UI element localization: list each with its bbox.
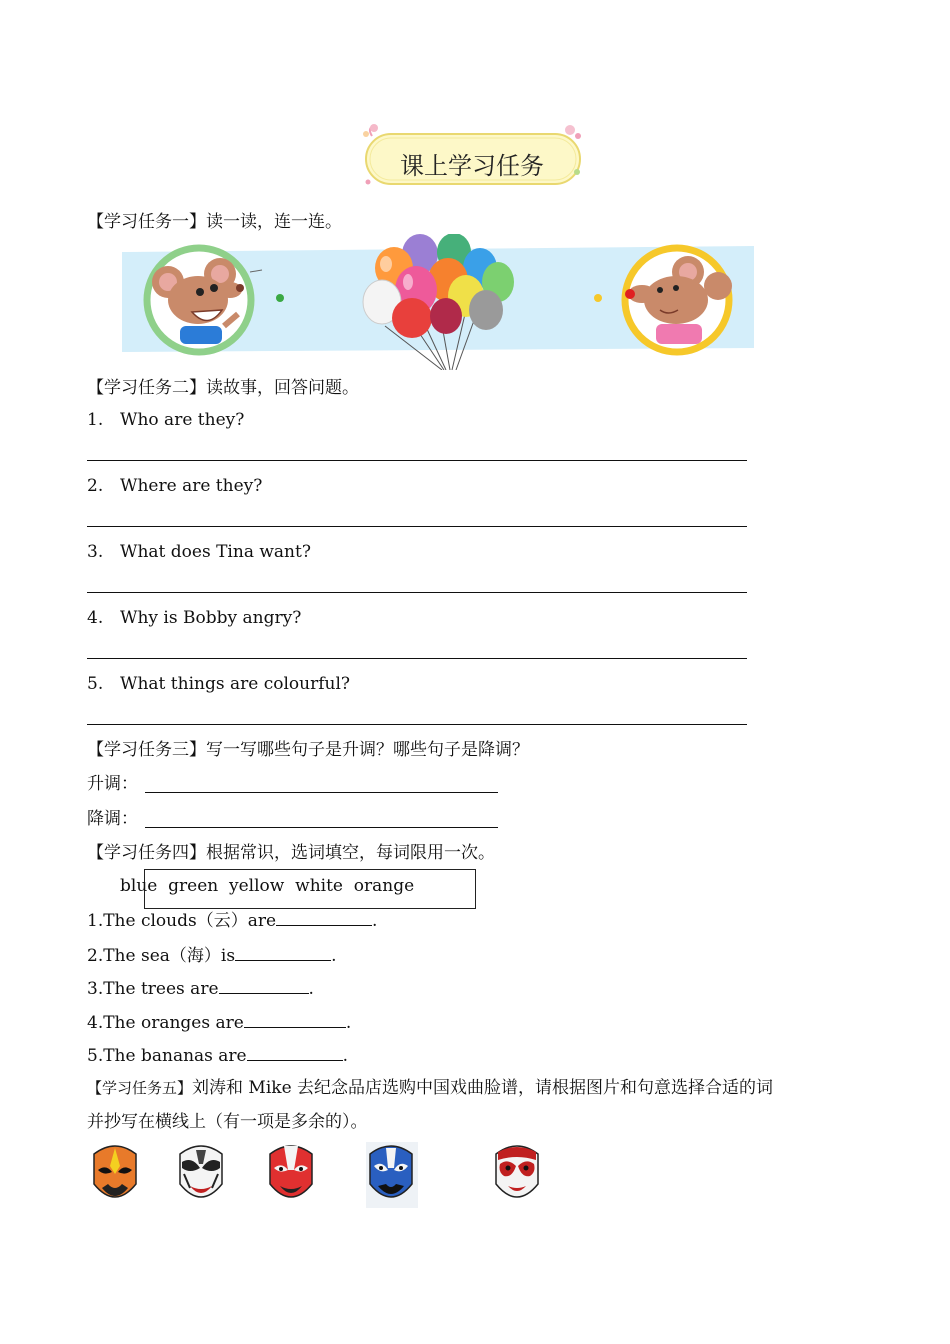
fill-item <box>87 909 377 932</box>
fill-item <box>87 1044 348 1067</box>
task3-label: 【学习任务三】写一写哪些句子是升调？哪些句子是降调？ <box>87 740 529 760</box>
mouse-tina-image <box>625 248 732 352</box>
fill-item <box>87 977 314 1000</box>
fill-blank[interactable] <box>235 944 331 961</box>
task5-line1 <box>87 1077 773 1099</box>
question-text: Where are they? <box>120 476 263 496</box>
question-text: What things are colourful? <box>120 674 350 694</box>
opera-mask-orange-image <box>94 1146 136 1197</box>
opera-mask-white-image <box>180 1146 222 1197</box>
opera-masks-row <box>86 1140 556 1212</box>
task5-instruction: 刘涛和 Mike 去纪念品店选购中国戏曲脸谱，请根据图片和句意选择合适的词 <box>192 1078 774 1098</box>
match-dot-left <box>276 294 284 302</box>
fill-item <box>87 1011 351 1034</box>
fill-item-suffix: . <box>308 979 314 999</box>
title-banner <box>352 122 592 192</box>
opera-mask-red-image <box>270 1146 312 1197</box>
falling-tone-line[interactable] <box>145 827 498 828</box>
question-number: 1. <box>87 410 104 430</box>
fill-blank[interactable] <box>247 1044 343 1061</box>
question-text: What does Tina want? <box>120 542 311 562</box>
task4-label: 【学习任务四】根据常识，选词填空，每词限用一次。 <box>87 843 495 863</box>
question-number: 5. <box>87 674 104 694</box>
question-text: Who are they? <box>120 410 245 430</box>
fill-item-prefix: 2.The sea（海）is <box>87 946 236 966</box>
question-text: Why is Bobby angry? <box>120 608 302 628</box>
matching-picture <box>120 234 756 370</box>
rising-tone-label: 升调： <box>87 774 138 794</box>
fill-item-suffix: . <box>372 911 378 931</box>
fill-item-prefix: 3.The trees are <box>87 979 219 999</box>
fill-item-prefix: 5.The bananas are <box>87 1046 247 1066</box>
answer-line[interactable] <box>87 658 747 659</box>
question-number: 2. <box>87 476 104 496</box>
rising-tone-line[interactable] <box>145 792 498 793</box>
answer-line[interactable] <box>87 724 747 725</box>
opera-mask-monkey-image <box>496 1146 538 1197</box>
fill-item-suffix: . <box>342 1046 349 1066</box>
task1-label: 【学习任务一】读一读，连一连。 <box>87 212 342 232</box>
fill-item-suffix: . <box>345 1013 352 1033</box>
answer-line[interactable] <box>87 526 747 527</box>
falling-tone-label: 降调： <box>87 809 138 829</box>
fill-item <box>87 944 336 967</box>
fill-item-prefix: 4.The oranges are <box>87 1013 244 1033</box>
answer-line[interactable] <box>87 460 747 461</box>
fill-blank[interactable] <box>276 909 372 926</box>
opera-mask-blue-image <box>366 1142 418 1208</box>
fill-blank[interactable] <box>219 977 309 994</box>
task2-label: 【学习任务二】读故事，回答问题。 <box>87 378 359 398</box>
answer-line[interactable] <box>87 592 747 593</box>
word-bank: blue green yellow white orange <box>120 876 415 896</box>
match-dot-right <box>594 294 602 302</box>
opera-masks <box>86 1140 556 1212</box>
task1-illustration <box>120 234 756 370</box>
task5-label: 【学习任务五】 <box>87 1079 193 1097</box>
question-number: 3. <box>87 542 104 562</box>
task5-line2: 并抄写在横线上（有一项是多余的）。 <box>87 1112 368 1132</box>
fill-item-prefix: 1.The clouds（云）are <box>87 911 277 931</box>
question-number: 4. <box>87 608 104 628</box>
page-title: 课上学习任务 <box>400 152 544 180</box>
fill-item-suffix: . <box>331 946 337 966</box>
fill-blank[interactable] <box>244 1011 346 1028</box>
